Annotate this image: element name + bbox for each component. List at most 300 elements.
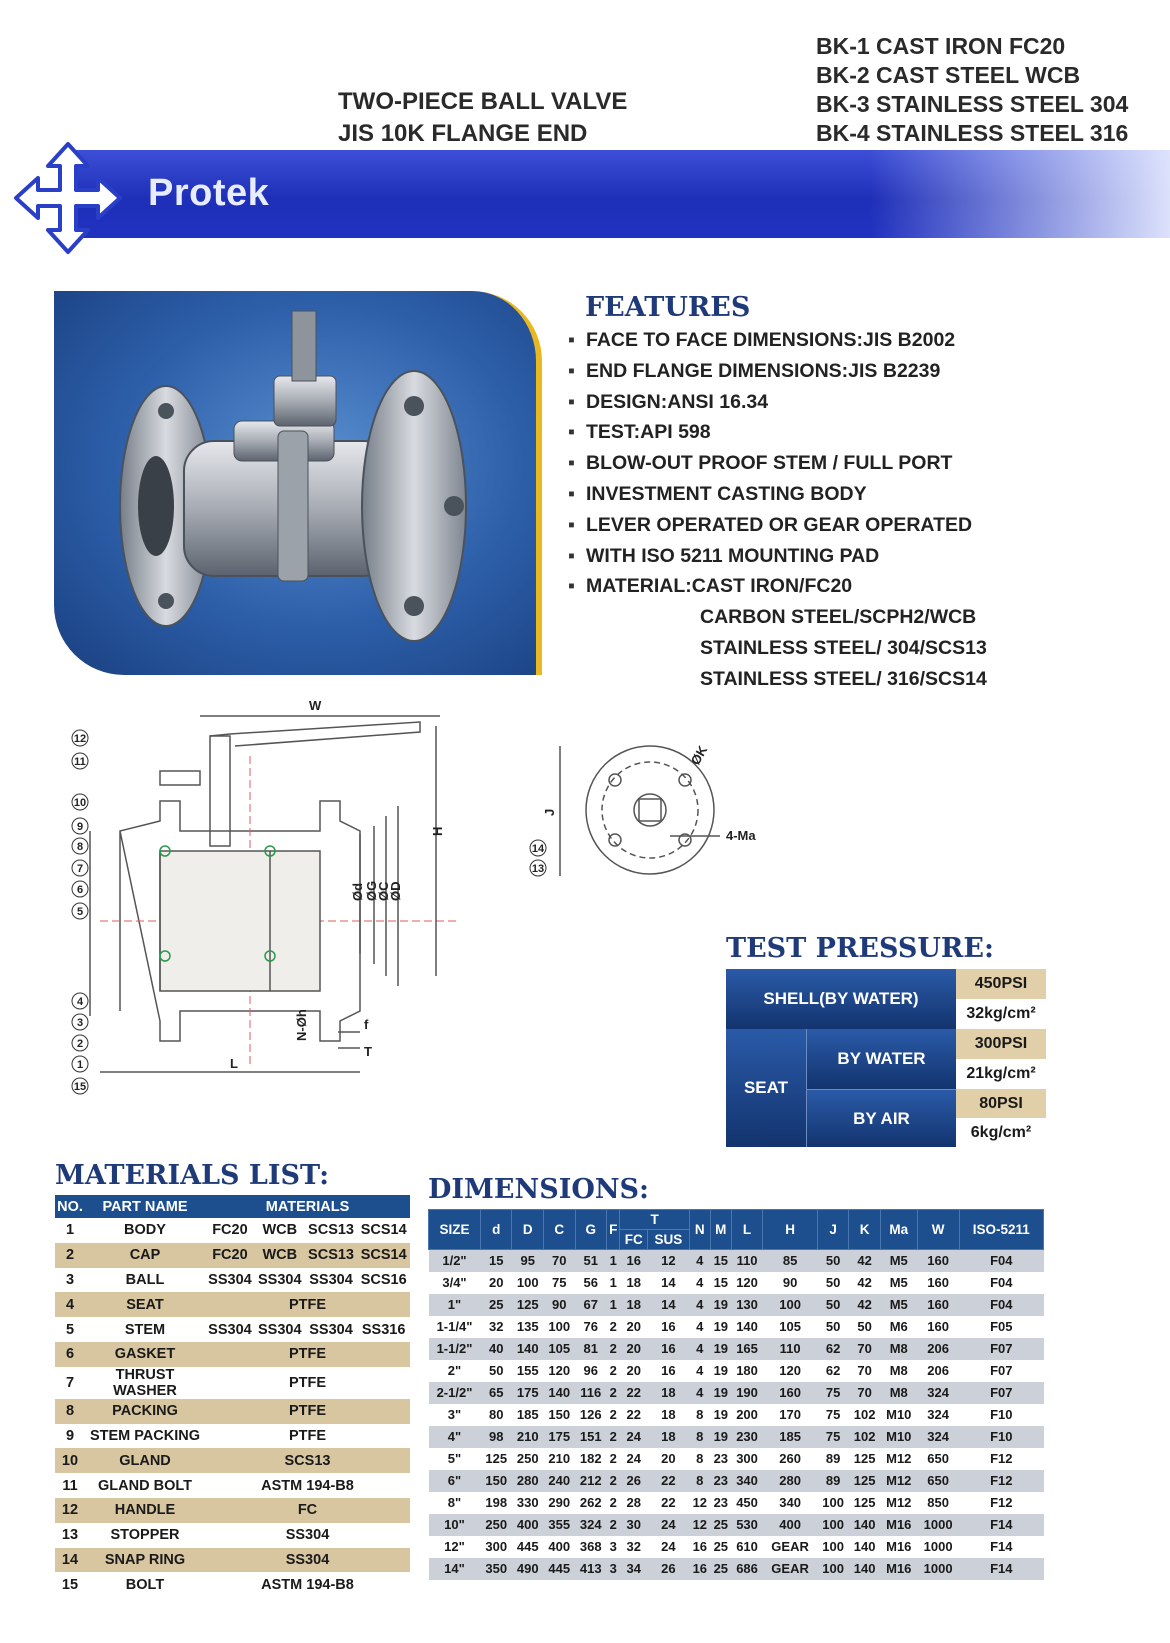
- feature-material-line: STAINLESS STEEL/ 316/SCS14: [700, 667, 987, 690]
- dimensions-cell: 110: [763, 1338, 818, 1360]
- four-way-arrow-icon: [12, 140, 124, 256]
- feature-item: ▪ BLOW-OUT PROOF STEM / FULL PORT: [568, 452, 953, 475]
- dimensions-cell: 18: [620, 1294, 648, 1316]
- dimensions-cell: 95: [512, 1250, 544, 1272]
- dimensions-cell: 70: [544, 1250, 576, 1272]
- dimensions-cell: 25: [710, 1558, 731, 1580]
- dim-col-header: Ma: [880, 1210, 917, 1250]
- materials-cell: SCS13: [305, 1218, 358, 1243]
- materials-cell: ASTM 194-B8: [205, 1572, 410, 1597]
- features-list: [568, 325, 987, 695]
- dimensions-cell: F14: [959, 1558, 1043, 1580]
- dimensions-cell: 50: [817, 1294, 849, 1316]
- dim-f: f: [364, 1017, 369, 1032]
- materials-cell: SS304: [205, 1317, 255, 1342]
- dimensions-cell: 20: [620, 1338, 648, 1360]
- dimensions-cell: 2: [607, 1404, 620, 1426]
- dimensions-cell: 175: [512, 1382, 544, 1404]
- materials-row: [55, 1548, 410, 1573]
- dimensions-heading: DIMENSIONS:: [428, 1174, 649, 1205]
- dimensions-cell: 50: [849, 1316, 881, 1338]
- dim-h: H: [430, 826, 445, 836]
- dimensions-cell: 18: [620, 1272, 648, 1294]
- dimensions-cell: 140: [849, 1558, 881, 1580]
- dimensions-cell: 76: [575, 1316, 607, 1338]
- dimensions-cell: M8: [880, 1360, 917, 1382]
- dimensions-cell: 160: [917, 1294, 959, 1316]
- materials-cell: BODY: [85, 1218, 205, 1243]
- dimensions-cell: 2-1/2": [429, 1382, 481, 1404]
- svg-text:8: 8: [76, 841, 84, 853]
- dimensions-cell: M6: [880, 1316, 917, 1338]
- valve-photo: [54, 291, 542, 675]
- dimensions-cell: 67: [575, 1294, 607, 1316]
- dimensions-cell: 160: [917, 1250, 959, 1272]
- shell-psi: 450PSI: [956, 969, 1046, 999]
- feature-item: ▪ TEST:API 598: [568, 421, 711, 444]
- title-line-2: JIS 10K FLANGE END: [338, 120, 588, 147]
- dimensions-cell: 3/4": [429, 1272, 481, 1294]
- materials-cell: SS304: [255, 1317, 305, 1342]
- dimensions-row: [429, 1536, 1044, 1558]
- callout: [72, 838, 88, 854]
- dim-d: Ød: [350, 882, 365, 901]
- svg-text:13: 13: [531, 863, 545, 875]
- dimensions-cell: 80: [480, 1404, 512, 1426]
- dimensions-cell: 2: [607, 1338, 620, 1360]
- dimensions-cell: 20: [480, 1272, 512, 1294]
- materials-cell: SS304: [305, 1317, 358, 1342]
- dimensions-cell: 42: [849, 1294, 881, 1316]
- dimensions-cell: 530: [731, 1514, 763, 1536]
- dim-col-subheader: SUS: [648, 1230, 690, 1250]
- dimensions-cell: 198: [480, 1492, 512, 1514]
- materials-cell: 2: [55, 1243, 85, 1268]
- dimensions-cell: 160: [763, 1382, 818, 1404]
- dimensions-cell: 400: [763, 1514, 818, 1536]
- dimensions-cell: 16: [648, 1316, 690, 1338]
- dimensions-cell: 355: [544, 1514, 576, 1536]
- dimensions-cell: 151: [575, 1426, 607, 1448]
- dimensions-cell: 6": [429, 1470, 481, 1492]
- materials-cell: STEM: [85, 1317, 205, 1342]
- materials-cell: PTFE: [205, 1342, 410, 1367]
- materials-cell: PTFE: [205, 1292, 410, 1317]
- dimensions-cell: 51: [575, 1250, 607, 1272]
- feature-item: ▪ FACE TO FACE DIMENSIONS:JIS B2002: [568, 329, 956, 351]
- dimensions-cell: 12: [648, 1250, 690, 1272]
- col-materials: MATERIALS: [205, 1195, 410, 1218]
- dim-c: ØC: [376, 881, 391, 901]
- dimensions-cell: 70: [849, 1338, 881, 1360]
- dimensions-cell: 16: [689, 1536, 710, 1558]
- dimensions-cell: M16: [880, 1536, 917, 1558]
- dimensions-cell: 125: [849, 1492, 881, 1514]
- dimensions-row: [429, 1448, 1044, 1470]
- dimensions-cell: 140: [544, 1382, 576, 1404]
- dimensions-cell: 14: [648, 1294, 690, 1316]
- dimensions-cell: 150: [544, 1404, 576, 1426]
- dimensions-cell: 75: [544, 1272, 576, 1294]
- dimensions-cell: 116: [575, 1382, 607, 1404]
- callout: [72, 1056, 88, 1072]
- materials-cell: 4: [55, 1292, 85, 1317]
- callout: [72, 794, 88, 810]
- dimensions-cell: 8: [689, 1448, 710, 1470]
- dimensions-cell: 24: [620, 1426, 648, 1448]
- dimensions-cell: 445: [544, 1558, 576, 1580]
- materials-cell: SS316: [357, 1317, 410, 1342]
- dimensions-cell: 2: [607, 1316, 620, 1338]
- dimensions-cell: M12: [880, 1470, 917, 1492]
- dimensions-cell: 105: [763, 1316, 818, 1338]
- dimensions-cell: M16: [880, 1514, 917, 1536]
- materials-row: [55, 1268, 410, 1293]
- dimensions-cell: 610: [731, 1536, 763, 1558]
- dimensions-cell: 100: [763, 1294, 818, 1316]
- product-title: [338, 86, 627, 150]
- materials-cell: FC: [205, 1498, 410, 1523]
- dimensions-row: [429, 1404, 1044, 1426]
- dimensions-cell: 3: [607, 1536, 620, 1558]
- shell-label: SHELL(BY WATER): [726, 969, 956, 1029]
- dim-col-header: d: [480, 1210, 512, 1250]
- dimensions-cell: 23: [710, 1470, 731, 1492]
- dimensions-cell: 180: [731, 1360, 763, 1382]
- dimensions-cell: 165: [731, 1338, 763, 1360]
- dimensions-row: [429, 1272, 1044, 1294]
- dimensions-cell: 8: [689, 1404, 710, 1426]
- by-air-label: BY AIR: [806, 1089, 956, 1147]
- dimensions-cell: 14": [429, 1558, 481, 1580]
- dimensions-cell: 400: [512, 1514, 544, 1536]
- dimensions-cell: M8: [880, 1382, 917, 1404]
- materials-row: [55, 1243, 410, 1268]
- dimensions-row: [429, 1250, 1044, 1272]
- dimensions-cell: 170: [763, 1404, 818, 1426]
- dimensions-cell: 32: [620, 1536, 648, 1558]
- dimensions-cell: 324: [575, 1514, 607, 1536]
- materials-row: [55, 1399, 410, 1424]
- dimensions-cell: 125: [480, 1448, 512, 1470]
- dim-col-header: N: [689, 1210, 710, 1250]
- dim-col-header: W: [917, 1210, 959, 1250]
- materials-row: [55, 1367, 410, 1399]
- dimensions-cell: 100: [817, 1492, 849, 1514]
- dimensions-cell: 120: [544, 1360, 576, 1382]
- dim-col-header: ISO-5211: [959, 1210, 1043, 1250]
- dimensions-cell: 16: [620, 1250, 648, 1272]
- dimensions-cell: 140: [849, 1514, 881, 1536]
- dimensions-cell: GEAR: [763, 1558, 818, 1580]
- dim-t: T: [364, 1044, 372, 1059]
- dimensions-row: [429, 1360, 1044, 1382]
- dimensions-cell: 650: [917, 1448, 959, 1470]
- dimensions-cell: 210: [512, 1426, 544, 1448]
- dim-n: N-Øh: [294, 1009, 309, 1041]
- dimensions-cell: 2": [429, 1360, 481, 1382]
- brand-name: Protek: [148, 172, 270, 214]
- dimensions-row: [429, 1492, 1044, 1514]
- dim-col-header: F: [607, 1210, 620, 1250]
- dimensions-cell: 50: [817, 1250, 849, 1272]
- dimensions-cell: F14: [959, 1514, 1043, 1536]
- dimensions-cell: 100: [817, 1536, 849, 1558]
- test-pressure-heading: TEST PRESSURE:: [726, 933, 994, 964]
- materials-row: [55, 1342, 410, 1367]
- materials-cell: THRUST WASHER: [85, 1367, 205, 1399]
- materials-cell: SS304: [205, 1548, 410, 1573]
- dimensions-cell: 25: [710, 1536, 731, 1558]
- dim-col-header: D: [512, 1210, 544, 1250]
- dim-col-subheader: FC: [620, 1230, 648, 1250]
- dimensions-cell: 102: [849, 1426, 881, 1448]
- dimensions-cell: 102: [849, 1404, 881, 1426]
- materials-cell: 6: [55, 1342, 85, 1367]
- dimensions-row: [429, 1470, 1044, 1492]
- dimensions-cell: 10": [429, 1514, 481, 1536]
- dimensions-cell: 4: [689, 1382, 710, 1404]
- dimensions-cell: 1": [429, 1294, 481, 1316]
- svg-text:1: 1: [76, 1059, 84, 1071]
- dimensions-cell: 62: [817, 1338, 849, 1360]
- feature-item: ▪ INVESTMENT CASTING BODY: [568, 482, 867, 505]
- dimensions-cell: 105: [544, 1338, 576, 1360]
- materials-row: [55, 1523, 410, 1548]
- dimensions-cell: 15: [480, 1250, 512, 1272]
- dimensions-cell: 150: [480, 1470, 512, 1492]
- dimensions-cell: 160: [917, 1272, 959, 1294]
- callout: [72, 1035, 88, 1051]
- dimensions-cell: 19: [710, 1338, 731, 1360]
- dimensions-cell: 28: [620, 1492, 648, 1514]
- dimensions-cell: 40: [480, 1338, 512, 1360]
- dimensions-cell: M12: [880, 1492, 917, 1514]
- materials-row: [55, 1317, 410, 1342]
- dimensions-cell: 90: [544, 1294, 576, 1316]
- dimensions-cell: 8: [689, 1470, 710, 1492]
- materials-cell: PTFE: [205, 1399, 410, 1424]
- dimensions-cell: 850: [917, 1492, 959, 1514]
- dimensions-cell: 400: [544, 1536, 576, 1558]
- materials-cell: STEM PACKING: [85, 1424, 205, 1449]
- dimensions-section: [428, 1174, 1044, 1580]
- dimensions-cell: F05: [959, 1316, 1043, 1338]
- dimensions-cell: 4: [689, 1316, 710, 1338]
- grade-item: BK-4 STAINLESS STEEL 316: [816, 120, 1129, 146]
- dimensions-cell: 140: [731, 1316, 763, 1338]
- air-psi: 80PSI: [956, 1089, 1046, 1118]
- dimensions-cell: 15: [710, 1272, 731, 1294]
- dimensions-cell: 18: [648, 1382, 690, 1404]
- test-pressure-section: [726, 933, 1046, 1147]
- dimensions-cell: 280: [512, 1470, 544, 1492]
- dimensions-cell: 340: [763, 1492, 818, 1514]
- dimensions-cell: 81: [575, 1338, 607, 1360]
- dimensions-cell: F14: [959, 1536, 1043, 1558]
- dimensions-cell: 2: [607, 1514, 620, 1536]
- dimensions-cell: 15: [710, 1250, 731, 1272]
- callout: [72, 993, 88, 1009]
- dimensions-cell: M5: [880, 1272, 917, 1294]
- svg-text:7: 7: [76, 863, 84, 875]
- dimensions-cell: 18: [648, 1404, 690, 1426]
- dimensions-cell: 22: [620, 1404, 648, 1426]
- materials-cell: GASKET: [85, 1342, 205, 1367]
- feature-material-line: CARBON STEEL/SCPH2/WCB: [700, 606, 977, 629]
- dimensions-cell: 135: [512, 1316, 544, 1338]
- materials-cell: CAP: [85, 1243, 205, 1268]
- dimensions-cell: 2: [607, 1492, 620, 1514]
- dimensions-cell: 42: [849, 1272, 881, 1294]
- callout: [72, 903, 88, 919]
- dimensions-cell: M10: [880, 1404, 917, 1426]
- dimensions-cell: 340: [731, 1470, 763, 1492]
- dimensions-cell: 490: [512, 1558, 544, 1580]
- dimensions-cell: 24: [620, 1448, 648, 1470]
- svg-text:14: 14: [531, 843, 545, 855]
- dimensions-cell: 185: [512, 1404, 544, 1426]
- dimensions-cell: 230: [731, 1426, 763, 1448]
- dimensions-cell: GEAR: [763, 1536, 818, 1558]
- materials-row: [55, 1572, 410, 1597]
- dimensions-cell: 26: [620, 1470, 648, 1492]
- dimensions-cell: 75: [817, 1382, 849, 1404]
- dimensions-cell: 1000: [917, 1514, 959, 1536]
- materials-cell: 14: [55, 1548, 85, 1573]
- materials-cell: BALL: [85, 1268, 205, 1293]
- dimensions-cell: 413: [575, 1558, 607, 1580]
- materials-cell: SCS13: [305, 1243, 358, 1268]
- materials-cell: SCS14: [357, 1243, 410, 1268]
- dimensions-cell: 250: [480, 1514, 512, 1536]
- dimensions-cell: 100: [512, 1272, 544, 1294]
- dimensions-cell: 300: [480, 1536, 512, 1558]
- dimensions-cell: 42: [849, 1250, 881, 1272]
- materials-cell: FC20: [205, 1243, 255, 1268]
- materials-cell: 13: [55, 1523, 85, 1548]
- dim-col-header: T: [620, 1210, 689, 1230]
- dimensions-cell: 206: [917, 1360, 959, 1382]
- dimensions-row: [429, 1316, 1044, 1338]
- materials-cell: SS304: [205, 1268, 255, 1293]
- dimensions-cell: M5: [880, 1250, 917, 1272]
- materials-cell: 15: [55, 1572, 85, 1597]
- materials-cell: SNAP RING: [85, 1548, 205, 1573]
- dimensions-cell: 290: [544, 1492, 576, 1514]
- dimensions-cell: 85: [763, 1250, 818, 1272]
- materials-cell: WCB: [255, 1218, 305, 1243]
- dimensions-cell: 324: [917, 1382, 959, 1404]
- dimensions-cell: 98: [480, 1426, 512, 1448]
- dimensions-cell: 3": [429, 1404, 481, 1426]
- dimensions-cell: 445: [512, 1536, 544, 1558]
- callout: [72, 1014, 88, 1030]
- feature-item: ▪ DESIGN:ANSI 16.34: [568, 390, 769, 413]
- materials-heading: MATERIALS LIST:: [55, 1160, 330, 1191]
- dim-col-header: M: [710, 1210, 731, 1250]
- feature-item: ▪ WITH ISO 5211 MOUNTING PAD: [568, 544, 880, 567]
- dimensions-cell: 22: [648, 1470, 690, 1492]
- svg-text:15: 15: [73, 1081, 87, 1093]
- dimensions-cell: 368: [575, 1536, 607, 1558]
- dim-col-header: L: [731, 1210, 763, 1250]
- dimensions-cell: 16: [648, 1360, 690, 1382]
- dimensions-cell: F04: [959, 1250, 1043, 1272]
- callout: [72, 860, 88, 876]
- dimensions-cell: 100: [817, 1514, 849, 1536]
- dimensions-cell: 16: [689, 1558, 710, 1580]
- features-heading: FEATURES: [585, 292, 751, 323]
- dimensions-cell: F04: [959, 1294, 1043, 1316]
- dimensions-cell: 200: [731, 1404, 763, 1426]
- materials-cell: FC20: [205, 1218, 255, 1243]
- dimensions-row: [429, 1294, 1044, 1316]
- dimensions-table: [428, 1209, 1044, 1580]
- dimensions-cell: 206: [917, 1338, 959, 1360]
- dimensions-cell: 350: [480, 1558, 512, 1580]
- dimensions-cell: 30: [620, 1514, 648, 1536]
- dimensions-cell: 1: [607, 1250, 620, 1272]
- dim-l: L: [230, 1056, 238, 1071]
- dimensions-cell: 50: [480, 1360, 512, 1382]
- dimensions-cell: 182: [575, 1448, 607, 1470]
- dimensions-cell: 155: [512, 1360, 544, 1382]
- dim-col-header: J: [817, 1210, 849, 1250]
- dimensions-cell: 23: [710, 1492, 731, 1514]
- dimensions-cell: 1000: [917, 1558, 959, 1580]
- dimensions-cell: 120: [731, 1272, 763, 1294]
- materials-cell: SS304: [255, 1268, 305, 1293]
- dim-ma: 4-Ma: [726, 828, 756, 843]
- grade-item: BK-1 CAST IRON FC20: [816, 33, 1066, 59]
- dimensions-cell: F07: [959, 1382, 1043, 1404]
- callout: [530, 840, 546, 856]
- dimensions-cell: 140: [849, 1536, 881, 1558]
- feature-item: ▪ LEVER OPERATED OR GEAR OPERATED: [568, 513, 973, 536]
- callout: [72, 753, 88, 769]
- dimensions-cell: F10: [959, 1404, 1043, 1426]
- materials-cell: PTFE: [205, 1367, 410, 1399]
- dimensions-cell: 125: [512, 1294, 544, 1316]
- dim-col-header: SIZE: [429, 1210, 481, 1250]
- grade-list: [816, 32, 1128, 148]
- dimensions-cell: 280: [763, 1470, 818, 1492]
- dimensions-cell: 5": [429, 1448, 481, 1470]
- dimensions-cell: 18: [648, 1426, 690, 1448]
- dim-dd: ØD: [388, 881, 403, 901]
- dim-col-header: G: [575, 1210, 607, 1250]
- dimensions-cell: 1: [607, 1272, 620, 1294]
- materials-cell: 12: [55, 1498, 85, 1523]
- dimensions-cell: 1/2": [429, 1250, 481, 1272]
- dimensions-cell: 14: [648, 1272, 690, 1294]
- materials-cell: 3: [55, 1268, 85, 1293]
- dimensions-cell: 2: [607, 1448, 620, 1470]
- dimensions-cell: 126: [575, 1404, 607, 1426]
- dimensions-cell: M8: [880, 1338, 917, 1360]
- dimensions-cell: F12: [959, 1448, 1043, 1470]
- materials-cell: ASTM 194-B8: [205, 1473, 410, 1498]
- dimensions-cell: 8": [429, 1492, 481, 1514]
- materials-cell: 7: [55, 1367, 85, 1399]
- dimensions-cell: 12: [689, 1514, 710, 1536]
- materials-row: [55, 1424, 410, 1449]
- materials-cell: SS304: [205, 1523, 410, 1548]
- dimensions-cell: 22: [620, 1382, 648, 1404]
- dimensions-cell: 50: [817, 1316, 849, 1338]
- dimensions-cell: 32: [480, 1316, 512, 1338]
